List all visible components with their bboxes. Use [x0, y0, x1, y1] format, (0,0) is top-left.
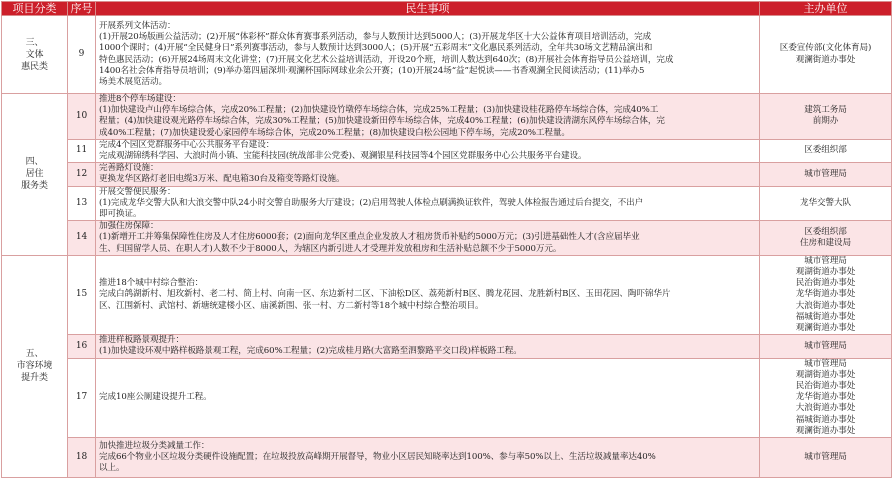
- item-cell: [96, 335, 760, 358]
- organizer-name: 福城街道办事处: [795, 311, 856, 322]
- item-detail-line: 即可换证。: [99, 209, 142, 220]
- organizer-name: 城市管理局: [804, 451, 847, 462]
- organizer-cell: [760, 358, 892, 437]
- organizer-name: 观澜街道办事处: [795, 425, 856, 436]
- item-title: 推进样板路景观提升：: [99, 335, 184, 346]
- row-number: 11: [68, 139, 96, 162]
- item-detail-line: 1000个课时；(4)开展“全民健身日”系列赛事活动，参与人数预计达到3000人；(5)开展“五彩周末”文化惠民系列活动，全年共30场文艺精品演出和: [99, 43, 653, 54]
- organizer-name: 观湖街道办事处: [795, 267, 856, 278]
- item-detail-line: (1)开展20场版画公益活动；(2)开展“体彩杯”群众体育赛事系列活动，参与人数预计达到5000人；(3)开展龙华区十大公益体育项目培训活动，完成: [99, 32, 652, 43]
- row-number: 12: [68, 163, 96, 186]
- row-number: 16: [68, 335, 96, 358]
- organizer-name: 观澜街道办事处: [795, 323, 856, 334]
- item-detail-line: 程量；(4)加快建设观光路停车场综合体，完成30%工程量；(5)加快建设新田停车场综合体，完成40%工程量；(6)加快建设清湖东风停车场综合体，完: [99, 116, 665, 127]
- category-label-line: 文体: [25, 49, 44, 60]
- organizer-name: 观湖街道办事处: [795, 369, 856, 380]
- category-label-line: 提升类: [21, 373, 48, 384]
- row-number: 13: [68, 186, 96, 221]
- table-row: [2, 163, 892, 186]
- organizer-name: 民治街道办事处: [795, 381, 856, 392]
- organizer-name: 龙华街道办事处: [795, 289, 856, 300]
- livelihood-table: [1, 1, 892, 478]
- item-cell: [96, 186, 760, 221]
- item-cell: [96, 163, 760, 186]
- organizer-name: 区委组织部: [804, 145, 847, 156]
- organizer-cell: [760, 16, 892, 94]
- organizer-name: 城市管理局: [804, 255, 847, 266]
- item-cell: [96, 16, 760, 94]
- category-label-line: 市容环境: [16, 361, 53, 372]
- item-detail-line: (1)加快建设环观中路样板路景观工程，完成60%工程量；(2)完成桂月路(大富路至泗黎路平交口段)样板路工程。: [99, 346, 522, 357]
- category-label-line: 五、: [25, 349, 44, 360]
- category-cell: [2, 16, 68, 94]
- table-row: [2, 438, 892, 478]
- item-detail-line: 场美术展览活动。: [99, 76, 167, 87]
- row-number: 9: [68, 16, 96, 94]
- row-number: 10: [68, 94, 96, 140]
- item-title: 推进8个停车场建设：: [99, 94, 181, 104]
- row-number: 15: [68, 255, 96, 334]
- table-row: [2, 335, 892, 358]
- organizer-cell: [760, 94, 892, 140]
- category-cell: [2, 255, 68, 477]
- organizer-cell: [760, 163, 892, 186]
- organizer-name: 建筑工务局: [804, 105, 847, 116]
- organizer-name: 民治街道办事处: [795, 278, 856, 289]
- organizer-cell: [760, 255, 892, 334]
- item-title: 加强住房保障：: [99, 221, 159, 232]
- organizer-name: 城市管理局: [804, 168, 847, 179]
- item-detail-line: 完成白鸽湖新村、旭玫新村、老二村、简上村、向南一区、东边新村二区、下油松D区、荔苑新村B区、腾龙花园、龙胜新村B区、玉田花园、陶吓锦华片: [99, 289, 671, 300]
- item-cell: [96, 139, 760, 162]
- item-detail-line: (1)新增开工并筹集保障性住房及人才住房6000套；(2)面向龙华区重点企业发放人才租房货币补贴约5000万元；(3)引进基础性人才(含应届毕业: [99, 232, 640, 243]
- organizer-cell: [760, 335, 892, 358]
- item-detail-line: 更换龙华区路灯老旧电缆3万米、配电箱30台及箱变等路灯设施。: [99, 174, 345, 185]
- row-number: 17: [68, 358, 96, 437]
- item-title: 推进18个城中村综合整治：: [99, 278, 204, 289]
- organizer-name: 住房和建设局: [800, 238, 851, 249]
- category-label-line: 居住: [25, 169, 44, 180]
- row-number: 14: [68, 221, 96, 256]
- item-detail-line: 完成观湖锦绣科学园、大浪时尚小镇、宝能科技园(统战部非公党委)、观澜银星科技园等4个园区党群服务中心公共服务平台建设。: [99, 151, 587, 162]
- organizer-name: 龙华交警大队: [800, 197, 851, 208]
- item-detail-line: 完成66个物业小区垃圾分类硬件设施配置；在垃圾投放高峰期开展督导，物业小区居民知晓率达到100%、参与率50%以上、生活垃圾减量率达40%: [99, 451, 656, 462]
- item-title: 开展交警便民服务：: [99, 186, 176, 197]
- table-row: [2, 16, 892, 94]
- item-detail-line: 以上。: [99, 463, 125, 474]
- item-cell: [96, 255, 760, 334]
- organizer-name: 大浪街道办事处: [795, 300, 856, 311]
- item-detail-line: 特色惠民活动；(6)开展24场周末文化讲堂；(7)开展文化艺术公益培训活动，开设20个班，培训人数达到640次；(8)开展社会体育指导员公益培训，完成: [99, 54, 674, 65]
- organizer-cell: [760, 186, 892, 221]
- organizer-cell: [760, 221, 892, 256]
- item-detail-line: (1)加快建设卢山停车场综合体，完成20%工程量；(2)加快建设竹墩停车场综合体，完成25%工程量；(3)加快建设桂花路停车场综合体，完成40%工: [99, 105, 659, 116]
- table-row: [2, 358, 892, 437]
- item-detail-line: 成40%工程量；(7)加快建设爱心家园停车场综合体，完成20%工程量；(8)加快建设白松公园地下停车场，完成20%工程量。: [99, 127, 570, 138]
- item-cell: [96, 94, 760, 140]
- table-row: [2, 255, 892, 334]
- organizer-cell: [760, 438, 892, 478]
- item-title: 完成4个园区党群服务中心公共服务平台建设：: [99, 139, 275, 150]
- header-item: 民生事项: [96, 2, 760, 16]
- category-label-line: 四、: [25, 157, 44, 168]
- item-cell: [96, 438, 760, 478]
- organizer-name: 前期办: [812, 116, 839, 127]
- organizer-cell: [760, 139, 892, 162]
- item-title: 加快推进垃圾分类减量工作：: [99, 440, 210, 451]
- table-row: [2, 139, 892, 162]
- table-row: [2, 94, 892, 140]
- table-header: [2, 2, 892, 16]
- item-title: 完成10座公厕建设提升工程。: [99, 392, 212, 403]
- header-org: 主办单位: [760, 2, 892, 16]
- organizer-name: 观澜街道办事处: [795, 54, 856, 65]
- item-title: 完善路灯设施：: [99, 163, 159, 174]
- item-cell: [96, 221, 760, 256]
- header-no: 序号: [68, 2, 96, 16]
- item-detail-line: 区、江围新村、武馆村、新塘统建楼小区、庙溪新围、张一村、方二新村等18个城中村综合整治项目。: [99, 300, 484, 311]
- organizer-name: 区委宣传部(文化体育局): [779, 43, 872, 54]
- organizer-name: 城市管理局: [804, 340, 847, 351]
- category-label-line: 服务类: [21, 181, 48, 192]
- item-detail-line: (1)完成龙华交警大队和大浪交警中队24小时交警自助服务大厅建设；(2)启用驾驶人体检点刷满换证软件，驾驶人体检报告通过后台提交，不出户: [99, 197, 644, 208]
- category-label-line: 惠民类: [21, 61, 48, 72]
- organizer-name: 城市管理局: [804, 358, 847, 369]
- organizer-name: 福城街道办事处: [795, 414, 856, 425]
- item-title: 开展系列文体活动：: [99, 20, 176, 31]
- organizer-name: 大浪街道办事处: [795, 403, 856, 414]
- organizer-name: 区委组织部: [804, 226, 847, 237]
- organizer-name: 龙华街道办事处: [795, 392, 856, 403]
- table-row: [2, 221, 892, 256]
- table-row: [2, 186, 892, 221]
- header-category: 项目分类: [2, 2, 68, 16]
- category-label-line: 三、: [25, 37, 44, 48]
- row-number: 18: [68, 438, 96, 478]
- item-detail-line: 1400名社会体育指导员培训；(9)举办第四届深圳·观澜杯国际网球业余公开赛；(10)开展24场“益”起悦读——书香观澜全民阅读活动；(11)举办5: [99, 65, 645, 76]
- item-cell: [96, 358, 760, 437]
- category-cell: [2, 94, 68, 256]
- item-detail-line: 生、归国留学人员、在职人才)人数不少于8000人，为辖区内新引进人才受理并发放租房和生活补贴总额不少于5000万元。: [99, 243, 562, 254]
